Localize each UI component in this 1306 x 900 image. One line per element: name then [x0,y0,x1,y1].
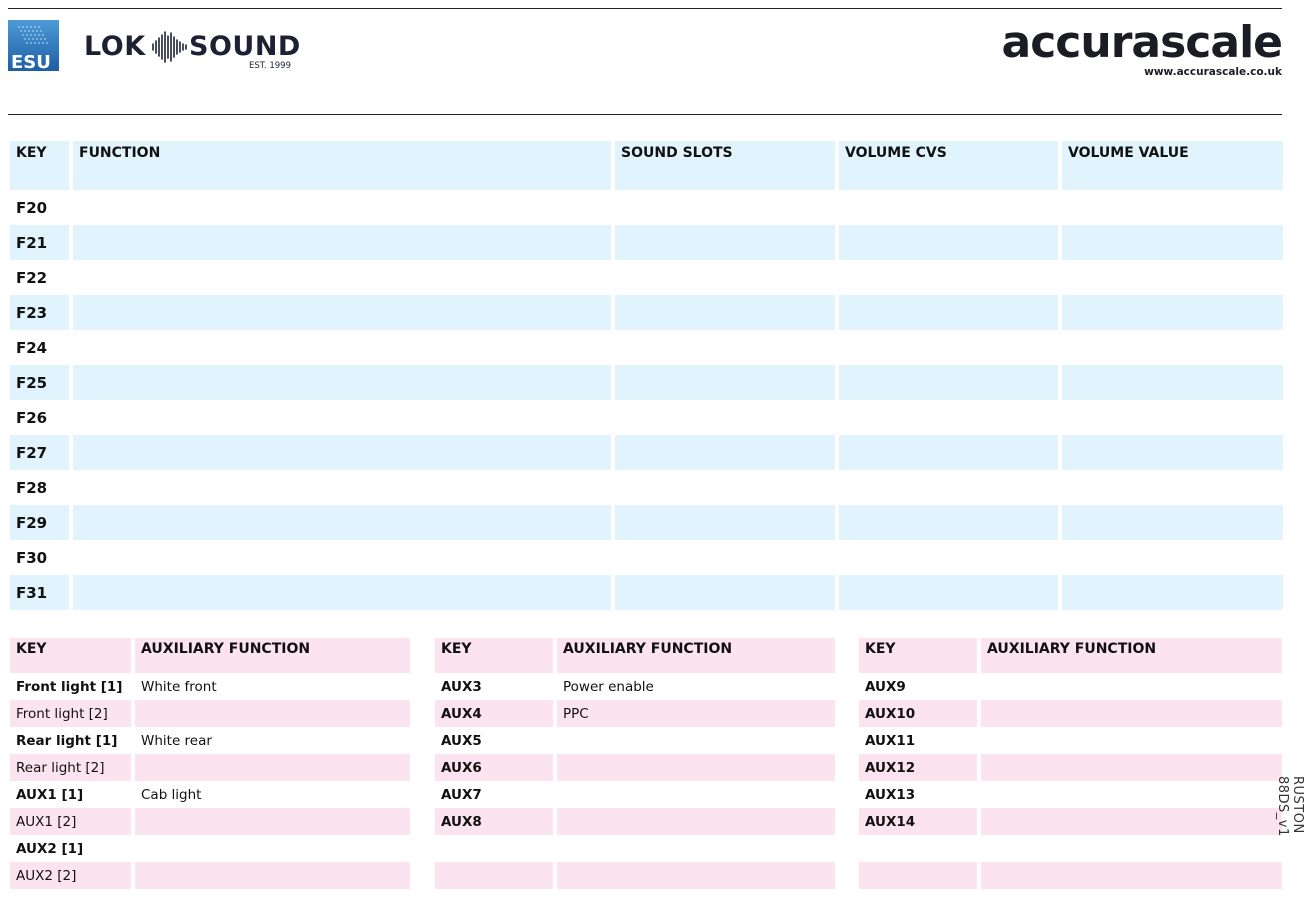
esu-logo-text: ESU [11,52,51,71]
table-row [10,862,410,889]
aux-function-cell [557,754,835,781]
volume-cvs-cell [839,435,1058,470]
row-key: AUX9 [865,678,906,695]
header-sound-slots: SOUND SLOTS [615,141,835,190]
table-row [435,835,835,862]
aux-function-cell: Cab light [141,786,202,803]
aux-function-cell [135,862,410,889]
header-divider [8,114,1282,115]
row-key: AUX2 [1] [16,840,84,857]
aux-table-3 [855,638,1286,889]
function-cell [73,575,611,610]
volume-value-cell [1062,400,1283,435]
row-key: AUX7 [441,786,482,803]
table-row [10,260,1283,295]
header-key: KEY [859,638,977,673]
table-row [10,190,1283,225]
row-key: AUX4 [435,700,553,727]
table-row [10,754,410,781]
header-volume-cvs: VOLUME CVS [839,141,1058,190]
function-cell [73,505,611,540]
row-key: Rear light [2] [10,754,131,781]
aux-table-header [10,638,410,673]
volume-cvs-cell [839,575,1058,610]
row-key: F27 [10,435,69,470]
volume-value-cell [1062,260,1283,295]
row-key [859,862,977,889]
header-key: KEY [435,638,553,673]
table-row [10,470,1283,505]
table-row [10,808,410,835]
volume-cvs-cell [839,400,1058,435]
row-key: Front light [2] [10,700,131,727]
function-cell [73,225,611,260]
row-key: F20 [16,198,48,217]
row-key: F31 [10,575,69,610]
sound-slots-cell [615,575,835,610]
volume-value-cell [1062,435,1283,470]
volume-value-cell [1062,540,1283,575]
aux-function-cell [981,835,1282,862]
aux-function-cell [557,727,835,754]
row-key: F24 [16,338,48,357]
function-cell [73,295,611,330]
row-key: AUX11 [865,732,916,749]
aux-function-cell: White rear [141,732,212,749]
row-key: AUX12 [859,754,977,781]
sound-slots-cell [615,435,835,470]
aux-table-2 [431,638,839,889]
aux-function-cell: Power enable [563,678,654,695]
row-key: F25 [10,365,69,400]
row-key: F26 [16,408,48,427]
header-auxiliary-function: AUXILIARY FUNCTION [135,638,410,673]
sound-slots-cell [615,540,835,575]
accurascale-logo: accurascale [1001,17,1282,68]
volume-cvs-cell [839,330,1058,365]
top-rule [8,8,1282,9]
aux-function-cell [981,754,1282,781]
row-key: AUX10 [859,700,977,727]
aux-function-cell: White front [141,678,217,695]
function-table [6,141,1287,610]
table-row [10,700,410,727]
table-row [10,727,410,754]
sound-slots-cell [615,295,835,330]
row-key [435,862,553,889]
table-row [435,862,835,889]
sound-slots-cell [615,330,835,365]
table-row [10,540,1283,575]
volume-cvs-cell [839,295,1058,330]
aux-function-cell [557,835,835,862]
function-cell [73,330,611,365]
loksound-logo [84,30,301,72]
row-key: AUX2 [2] [10,862,131,889]
function-cell [73,190,611,225]
row-key: Front light [1] [16,678,123,695]
header-auxiliary-function: AUXILIARY FUNCTION [981,638,1282,673]
row-key: AUX13 [865,786,916,803]
aux-function-cell [557,808,835,835]
aux-function-cell [135,835,410,862]
esu-logo [8,20,59,71]
volume-value-cell [1062,225,1283,260]
volume-cvs-cell [839,505,1058,540]
table-row [10,330,1283,365]
volume-cvs-cell [839,540,1058,575]
table-row [10,673,410,700]
aux-function-cell [981,727,1282,754]
sound-slots-cell [615,400,835,435]
version-label: RUSTON 88DS_v1 [1275,776,1305,837]
table-row [859,700,1282,727]
table-row [859,862,1282,889]
table-row [435,673,835,700]
aux-function-cell [981,673,1282,700]
header-key: KEY [10,141,69,190]
table-row [10,781,410,808]
row-key: Rear light [1] [16,732,118,749]
row-key: F21 [10,225,69,260]
table-row [859,754,1282,781]
function-cell [73,365,611,400]
function-table-header [10,141,1283,190]
aux-function-cell: PPC [557,700,835,727]
sound-slots-cell [615,260,835,295]
aux-function-cell [981,781,1282,808]
row-key: F22 [16,268,48,287]
table-row [435,808,835,835]
aux-function-cell [981,700,1282,727]
function-cell [73,435,611,470]
function-cell [73,260,611,295]
row-key: AUX1 [1] [16,786,84,803]
table-row [435,700,835,727]
aux-function-cell [135,700,410,727]
loksound-right: SOUND [189,31,301,62]
volume-cvs-cell [839,190,1058,225]
table-row [10,400,1283,435]
table-row [859,673,1282,700]
sound-slots-cell [615,470,835,505]
row-key: AUX6 [435,754,553,781]
volume-cvs-cell [839,470,1058,505]
row-key: F30 [16,548,48,567]
function-cell [73,400,611,435]
aux-function-cell [981,862,1282,889]
loksound-left: LOK [84,31,146,62]
table-row [10,575,1283,610]
loksound-established: EST. 1999 [249,61,291,71]
aux-function-cell [981,808,1282,835]
volume-cvs-cell [839,225,1058,260]
volume-cvs-cell [839,365,1058,400]
header-function: FUNCTION [73,141,611,190]
accurascale-url: www.accurascale.co.uk [1144,66,1282,78]
row-key: AUX8 [435,808,553,835]
aux-function-cell [557,862,835,889]
table-row [859,808,1282,835]
aux-function-cell [557,781,835,808]
volume-value-cell [1062,190,1283,225]
aux-table-header [435,638,835,673]
volume-value-cell [1062,470,1283,505]
sound-slots-cell [615,365,835,400]
header-key: KEY [10,638,131,673]
aux-table-header [859,638,1282,673]
function-cell [73,470,611,505]
row-key [435,835,553,862]
row-key: F28 [16,478,48,497]
volume-value-cell [1062,365,1283,400]
table-row [10,365,1283,400]
table-row [10,295,1283,330]
row-key: F29 [10,505,69,540]
aux-table-1 [6,638,414,889]
volume-value-cell [1062,330,1283,365]
row-key: AUX1 [2] [10,808,131,835]
soundwave-icon [150,30,190,64]
function-cell [73,540,611,575]
volume-value-cell [1062,505,1283,540]
table-row [10,835,410,862]
volume-value-cell [1062,575,1283,610]
row-key: AUX3 [441,678,482,695]
sound-slots-cell [615,225,835,260]
sound-slots-cell [615,505,835,540]
row-key: AUX14 [859,808,977,835]
table-row [859,727,1282,754]
row-key: F23 [10,295,69,330]
table-row [10,435,1283,470]
volume-cvs-cell [839,260,1058,295]
table-row [859,781,1282,808]
aux-function-cell [135,808,410,835]
sound-slots-cell [615,190,835,225]
row-key [859,835,977,862]
header-auxiliary-function: AUXILIARY FUNCTION [557,638,835,673]
volume-value-cell [1062,295,1283,330]
table-row [859,835,1282,862]
table-row [435,754,835,781]
table-row [435,781,835,808]
aux-function-cell [135,754,410,781]
table-row [10,505,1283,540]
table-row [10,225,1283,260]
row-key: AUX5 [441,732,482,749]
header-volume-value: VOLUME VALUE [1062,141,1283,190]
table-row [435,727,835,754]
